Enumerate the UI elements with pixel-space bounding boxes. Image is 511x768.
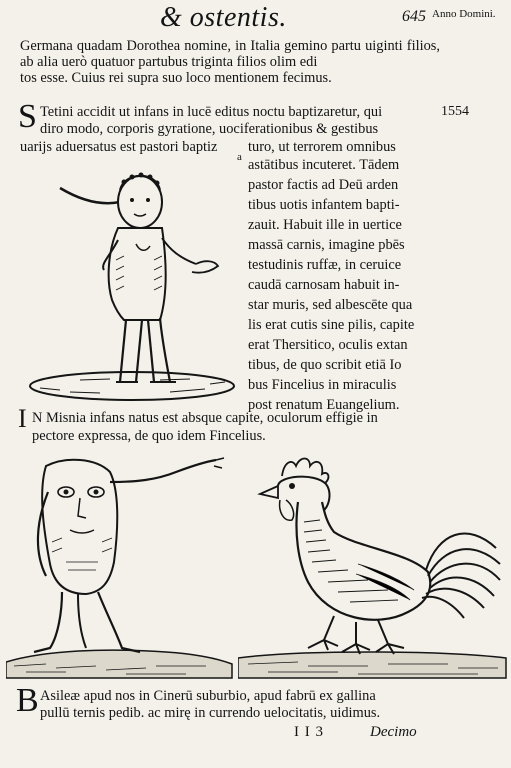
woodcut-three-legged-rooster [238, 452, 508, 680]
paragraph-2-line: erat Thersitico, oculis extan [248, 337, 408, 353]
running-title: & ostentis. [160, 2, 287, 33]
catchword: Decimo [370, 724, 417, 740]
paragraph-2-line: tibus, de quo scribit etiā Io [248, 357, 402, 373]
paragraph-2-line: pastor factis ad Deū arden [248, 177, 399, 193]
paragraph-2-line: tibus uotis infantem bapti- [248, 197, 400, 213]
year-note: 1554 [441, 104, 469, 119]
paragraph-2-line: turo, ut terrorem omnibus [248, 139, 396, 155]
paragraph-3-line: N Misnia infans natus est absque capite, oculorum effigie in [32, 410, 378, 426]
paragraph-2-line: massā carnis, imagine pbēs [248, 237, 405, 253]
dropcap-b: B [16, 682, 39, 719]
paragraph-2-line: bus Fincelius in miraculis [248, 377, 397, 393]
paragraph-2-line: zauit. Habuit ille in uertice [248, 217, 402, 233]
paragraph-2-line: star muris, sed albescēte qua [248, 297, 413, 313]
paragraph-2-line: post renatum Euangelium. [248, 397, 400, 413]
paragraph-4-line: Asileæ apud nos in Cinerū suburbio, apud fabrū ex gallina [40, 688, 376, 704]
paragraph-2-line: caudā carnosam habuit in- [248, 277, 400, 293]
paragraph-2-line: Tetini accidit ut infans in lucē editus noctu baptizaretur, qui [40, 104, 383, 120]
paragraph-2-line: uarijs aduersatus est pastori baptiz [20, 139, 218, 155]
paragraph-3-line: pectore expressa, de quo idem Fincelius. [32, 428, 266, 444]
page-number: 645 [402, 8, 426, 25]
paragraph-2-line: testudinis ruffæ, in ceruice [248, 257, 402, 273]
woodcut-headless-child [6, 452, 236, 680]
paragraph-2-line: lis erat cutis sine pilis, capite [248, 317, 415, 333]
signature-mark: I I 3 [294, 724, 324, 740]
margin-note: Anno Domini. [432, 8, 496, 20]
paragraph-1-line: tos esse. Cuius rei supra suo loco mentionem fecimus. [20, 70, 332, 86]
paragraph-2-line: astātibus incuteret. Tādem [248, 157, 400, 173]
dropcap-i: I [18, 404, 27, 433]
side-column [248, 157, 448, 417]
figure-letter: a [237, 151, 242, 163]
dropcap-s: S [18, 98, 37, 135]
paragraph-2-line: diro modo, corporis gyratione, uociferationibus & gestibus [40, 121, 379, 137]
paragraph-4-line: pullū ternis pedib. ac mirę in currendo uelocitatis, uidimus. [40, 705, 381, 721]
woodcut-monstrous-infant [20, 160, 242, 408]
paragraph-1 [20, 38, 440, 86]
paragraph-1-line: Germana quadam Dorothea nomine, in Italia gemino partu uiginti filios, ab alia uerò quatuor partubus triginta filios olim edi [20, 38, 440, 70]
